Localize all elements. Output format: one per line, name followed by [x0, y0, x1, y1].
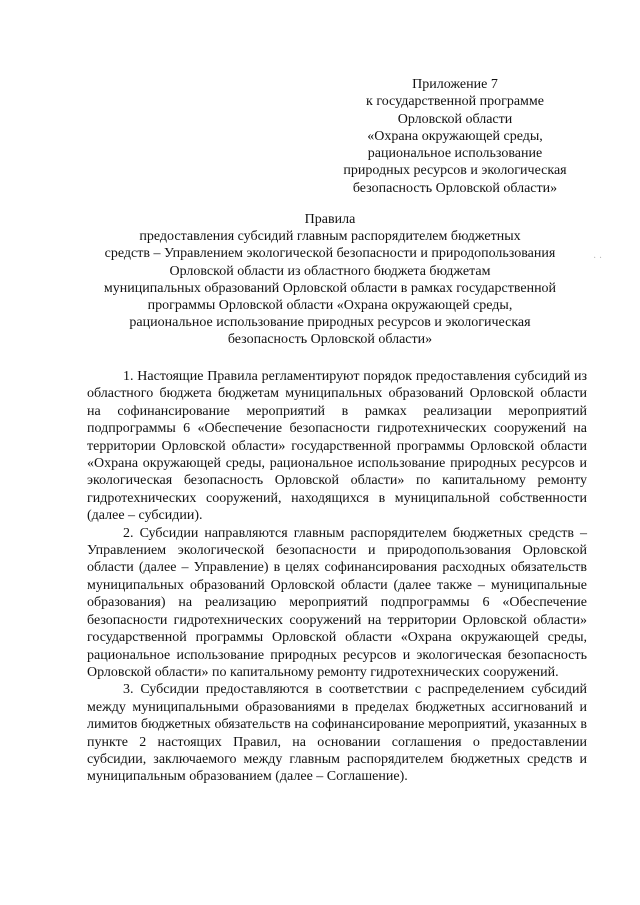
appendix-line: безопасность Орловской области» — [352, 180, 558, 196]
appendix-line: рациональное использование — [367, 146, 543, 162]
title-line: предоставления субсидий главным распорядителем бюджетных — [139, 229, 521, 245]
title-line: средств – Управлением экологической безопасности и природопользования — [104, 246, 556, 262]
paragraph-1: 1. Настоящие Правила регламентируют порядок предоставления субсидий из областного бюджета бюджетам муниципальных образований Орловской области на софинансирование мероприятий в рамках реализации мероприятий подпрограммы 6 «Обеспечение безопасности гидротехнических сооружений на территории Орловской области» государственной программы Орловской области «Охрана окружающей среды, рациональное использование природных ресурсов и экологическая безопасность Орловской области» по капитальному ремонту гидротехнических сооружений, находящихся в муниципальной собственности (далее – субсидии). — [87, 369, 587, 524]
title-heading: Правила — [304, 212, 356, 227]
scan-artifact: · · — [593, 253, 603, 264]
appendix-header — [322, 76, 588, 197]
paragraph-3: 3. Субсидии предоставляются в соответствии с распределением субсидий между муниципальными образованиями в пределах бюджетных ассигнований и лимитов бюджетных обязательств на софинансирование мероприятий, указанных в пункте 2 настоящих Правил, на основании соглашения о предоставлении субсидии, заключаемого между главным распорядителем бюджетных средств и муниципальным образованием (далее – Соглашение). — [87, 682, 587, 785]
title-line: безопасность Орловской области» — [227, 332, 433, 348]
title-line: программы Орловской области «Охрана окружающей среды, — [147, 298, 513, 314]
appendix-line: Приложение 7 — [412, 77, 498, 92]
appendix-line: «Охрана окружающей среды, — [367, 128, 543, 144]
title-line: рациональное использование природных ресурсов и экологическая — [129, 315, 531, 331]
document-body — [87, 368, 587, 786]
appendix-line: Орловской области — [397, 111, 513, 127]
document-title — [60, 211, 600, 349]
appendix-line: к государственной программе — [366, 94, 544, 110]
appendix-line: природных ресурсов и экологическая — [343, 163, 567, 179]
title-line: Орловской области из областного бюджета бюджетам — [169, 263, 491, 279]
paragraph-2: 2. Субсидии направляются главным распорядителем бюджетных средств – Управлением экологической безопасности и природопользования Орловской области (далее – Управление) в целях софинансирования расходных обязательств муниципальных образований Орловской области (далее также – муниципальные образования) на реализацию мероприятий подпрограммы 6 «Обеспечение безопасности гидротехнических сооружений на территории Орловской области» государственной программы Орловской области «Охрана окружающей среды, рациональное использование природных ресурсов и экологическая безопасность Орловской области» по капитальному ремонту гидротехнических сооружений. — [87, 525, 587, 680]
title-line: муниципальных образований Орловской области в рамках государственной — [103, 280, 557, 296]
